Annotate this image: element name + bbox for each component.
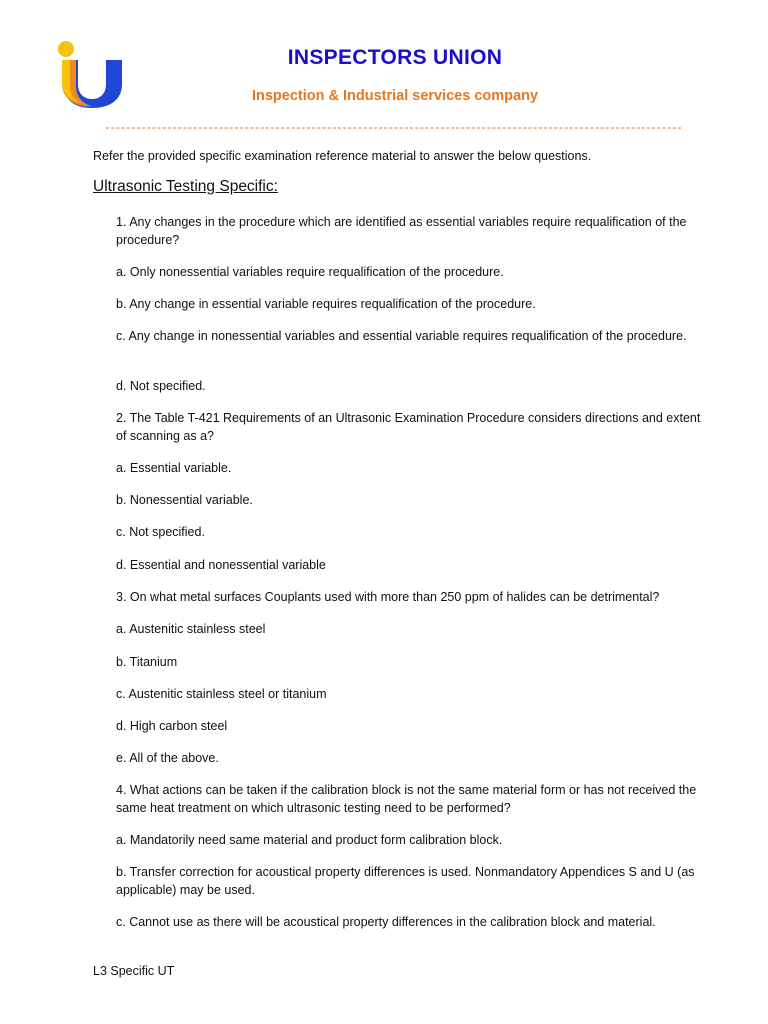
answer-4c: c. Cannot use as there will be acoustical property differences in the calibration block and material.	[116, 915, 656, 929]
question-1: 1. Any changes in the procedure which are identified as essential variables require requalification of the procedure?	[116, 215, 687, 247]
company-name: INSPECTORS UNION	[287, 46, 503, 69]
answer-2d: d. Essential and nonessential variable	[116, 558, 326, 572]
answer-1c: c. Any change in nonessential variables and essential variable requires requalification of the procedure.	[116, 329, 687, 343]
answer-1a: a. Only nonessential variables require requalification of the procedure.	[116, 265, 504, 279]
header-divider: ----------------------------------------------------------------------------------------------------------------	[104, 121, 681, 135]
answer-4b: b. Transfer correction for acoustical property differences is used. Nonmandatory Appendices S and U (as applicable) may be used.	[116, 865, 695, 897]
answer-2c: c. Not specified.	[116, 525, 205, 539]
intro-text: Refer the provided specific examination reference material to answer the below questions.	[93, 149, 592, 163]
question-3: 3. On what metal surfaces Couplants used with more than 250 ppm of halides can be detrimental?	[116, 590, 660, 604]
answer-1b: b. Any change in essential variable requires requalification of the procedure.	[116, 297, 536, 311]
answer-1d: d. Not specified.	[116, 379, 206, 393]
answer-3b: b. Titanium	[116, 655, 178, 669]
answer-3a: a. Austenitic stainless steel	[116, 622, 266, 636]
answer-3e: e. All of the above.	[116, 751, 219, 765]
section-title: Ultrasonic Testing Specific:	[93, 178, 278, 195]
question-2: 2. The Table T-421 Requirements of an Ultrasonic Examination Procedure considers directions and extent of scanning as a?	[116, 411, 701, 443]
company-tagline: Inspection & Industrial services company	[251, 88, 539, 104]
question-4: 4. What actions can be taken if the calibration block is not the same material form or has not received the same heat treatment on which ultrasonic testing need to be performed?	[116, 783, 697, 815]
answer-3d: d. High carbon steel	[116, 719, 228, 733]
answer-2b: b. Nonessential variable.	[116, 493, 253, 507]
answer-3c: c. Austenitic stainless steel or titanium	[116, 687, 327, 701]
answer-4a: a. Mandatorily need same material and product form calibration block.	[116, 833, 503, 847]
answer-2a: a. Essential variable.	[116, 461, 232, 475]
page-footer: L3 Specific UT	[93, 964, 175, 978]
